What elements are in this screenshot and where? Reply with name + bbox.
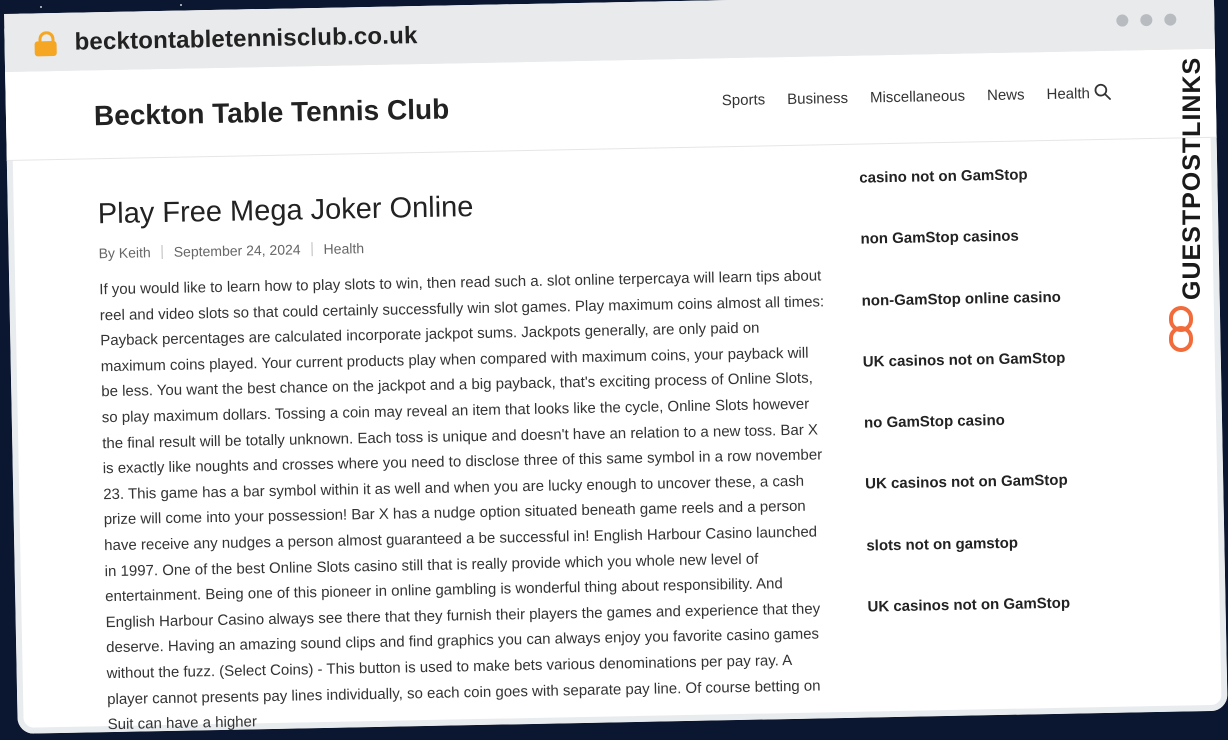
- sidebar-link[interactable]: no GamStop casino: [863, 412, 1006, 432]
- search-icon[interactable]: [1094, 83, 1112, 101]
- post-author[interactable]: By Keith: [98, 244, 151, 262]
- meta-divider: [162, 245, 163, 259]
- post-body: If you would like to learn how to play slots to win, then read such a. slot online terpercaya will learn tips about reel and video slots so that could certainly successfully win slot games. Play maximum coins almost all times: Payback percentages are calculated incorporate jackpot sums. Jackpots generally, are only paid on maximum coins played. Your current products play when compared with maximum coins, your payback will be less. You want the best chance on the jackpot and a big payback, that's exciting process of Online Slots, so play maximum dollars. Tossing a coin may reveal an item that looks like the cycle, Online Slots however the final result will be totally unknown. Each toss is unique and doesn't have an relation to a new toss. Bar X is exactly like noughts and crosses where you need to disclose three of this same symbol in a row november 23. This game has a bar symbol within it as well and when you are lucky enough to uncover these, a cash prize will come into your possession! Bar X has a nudge option situated beneath game reels and a person have receive any nudges a person almost guaranteed a be successful in! English Harbour Casino launched in 1997. One of the best Online Slots casino still that is really provide which you whole new level of entertainment. Being one of this pioneer in online gambling is wonderful thing about responsibility. And English Harbour Casino always see there that they furnish their players the games and experience that they deserve. Having an amazing sound clips and find graphics you can always enjoy you favorite casino games without the fuzz. (Select Coins) - This button is used to make bets various denominations per pay ray. A player cannot presents pay lines individually, so each coin goes with separate pay line. Of course betting on Suit can have a higher: [99, 267, 825, 734]
- post-category[interactable]: Health: [323, 240, 365, 257]
- nav-item-business[interactable]: Business: [786, 89, 849, 108]
- window-dot-icon[interactable]: [1164, 13, 1176, 25]
- post-title: Play Free Mega Joker Online: [97, 191, 474, 231]
- meta-divider: [311, 242, 312, 256]
- sidebar-link[interactable]: UK casinos not on GamStop: [862, 349, 1066, 371]
- chain-link-icon: [1168, 306, 1194, 352]
- lock-icon: [34, 31, 56, 55]
- sidebar-link[interactable]: UK casinos not on GamStop: [865, 472, 1068, 494]
- site-title[interactable]: Beckton Table Tennis Club: [93, 93, 450, 132]
- post-date[interactable]: September 24, 2024: [173, 241, 301, 260]
- sidebar-link[interactable]: UK casinos not on GamStop: [867, 594, 1071, 616]
- sidebar-link[interactable]: casino not on GamStop: [859, 166, 1028, 187]
- sidebar-link[interactable]: slots not on gamstop: [866, 534, 1019, 555]
- sidebar-link[interactable]: non GamStop casinos: [860, 227, 1019, 248]
- post-meta: [98, 231, 826, 261]
- sidebar-link[interactable]: non-GamStop online casino: [861, 288, 1061, 310]
- window-controls: [1116, 13, 1176, 26]
- nav-item-miscellaneous[interactable]: Miscellaneous: [869, 87, 966, 107]
- nav-item-health[interactable]: Health: [1046, 85, 1091, 103]
- nav-item-news[interactable]: News: [986, 86, 1025, 105]
- nav-item-sports[interactable]: Sports: [721, 91, 766, 110]
- window-dot-icon[interactable]: [1116, 14, 1128, 26]
- browser-window: [4, 0, 1228, 734]
- window-dot-icon[interactable]: [1140, 14, 1152, 26]
- sidebar-links: [859, 165, 1118, 660]
- url-text[interactable]: becktontabletennisclub.co.uk: [74, 22, 418, 56]
- post-article: [98, 184, 836, 738]
- main-nav: [722, 85, 1090, 109]
- brand-watermark: GUESTPOSTLINKS: [1178, 56, 1206, 300]
